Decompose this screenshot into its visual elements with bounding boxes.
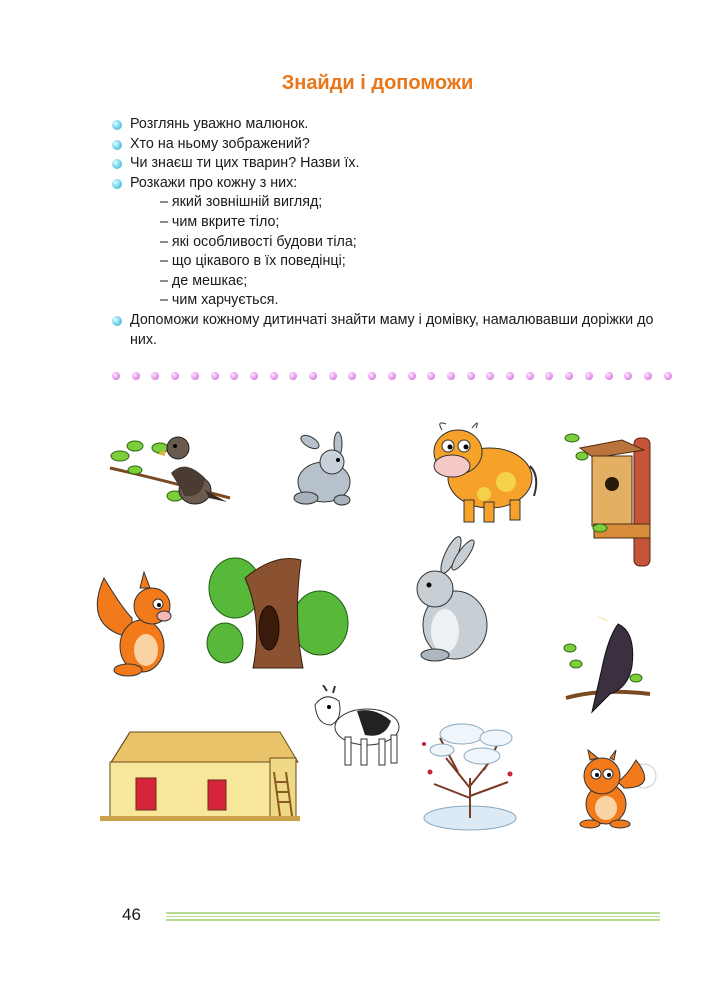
sparrow-icon	[105, 428, 235, 510]
sub-list-item: – які особливості будови тіла;	[160, 233, 357, 250]
instruction-list	[110, 115, 670, 350]
list-item: Допоможи кожному дитинчаті знайти маму і домівку, намалювавши доріжки до них.	[110, 311, 670, 350]
hare-icon	[405, 535, 495, 665]
sub-list-item: – чим вкрите тіло;	[160, 213, 280, 230]
footer-lines	[166, 912, 660, 923]
starling-icon	[562, 608, 654, 716]
bullet-icon	[112, 316, 122, 326]
birdhouse-icon	[560, 428, 660, 568]
sub-list-item: – де мешкає;	[160, 272, 248, 289]
sub-list-item: – який зовнішній вигляд;	[160, 194, 323, 211]
page-title: Знайди і допоможи	[281, 72, 474, 94]
rabbit-icon	[288, 430, 360, 508]
list-item: Розкажи про кожну з них: – який зовнішній вигляд; – чим вкрите тіло; – які особливості будови тіла; – що цікавого в їх поведінці; – де мешкає; – чим харчується.	[110, 174, 670, 311]
list-item: Хто на ньому зображений?	[110, 135, 670, 155]
list-item: Чи знаєш ти цих тварин? Назви їх.	[110, 154, 670, 174]
squirrel-icon	[92, 568, 182, 680]
cow-icon	[428, 416, 540, 528]
tree-hollow-icon	[205, 548, 350, 673]
page-number: 46	[122, 905, 141, 924]
bullet-icon	[112, 159, 122, 169]
barn-icon	[100, 728, 300, 822]
bullet-icon	[112, 120, 122, 130]
sub-list	[130, 193, 670, 311]
list-item: Розглянь уважно малюнок.	[110, 115, 670, 135]
sub-list-item: – що цікавого в їх поведінці;	[160, 253, 346, 270]
bullet-icon	[112, 179, 122, 189]
dotted-divider	[112, 372, 672, 382]
goat-icon	[305, 685, 405, 770]
snowy-bush-icon	[410, 708, 530, 833]
sub-list-item: – чим харчується.	[160, 292, 279, 309]
baby-squirrel-icon	[568, 748, 658, 830]
bullet-icon	[112, 140, 122, 150]
